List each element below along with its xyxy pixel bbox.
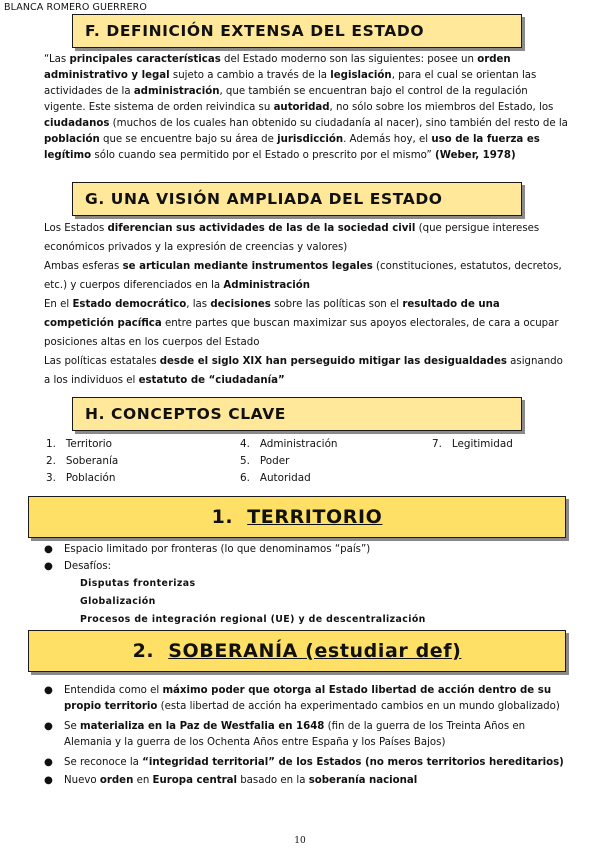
topic-1-number: 1. <box>211 506 234 528</box>
page-number: 10 <box>294 836 306 846</box>
text-run: entre partes que buscan maximizar sus apoyos electorales, de cara a ocupar posiciones altas en los cuerpos del Estado <box>44 318 559 348</box>
bold-run: estatuto de “ciudadanía” <box>138 375 285 386</box>
bold-run: administración <box>133 86 220 97</box>
text-run: Entendida como el <box>64 685 163 696</box>
bold-run: autoridad <box>273 102 330 113</box>
bullet-icon: ● <box>44 544 53 555</box>
bold-run: población <box>44 134 100 145</box>
bullet-icon: ● <box>44 685 53 696</box>
bullet-icon: ● <box>44 561 53 572</box>
section-g-body <box>44 219 572 390</box>
section-f-title: F. DEFINICIÓN EXTENSA DEL ESTADO <box>85 22 425 40</box>
bold-run: orden administrativo y legal <box>44 54 511 81</box>
bold-run: Administración <box>223 280 311 291</box>
challenge-item: Disputas fronterizas <box>80 578 196 589</box>
text-run: (constituciones, estatutos, decretos, etc.) y cuerpos diferenciados en la <box>44 261 562 291</box>
topic-1-bullet <box>44 559 572 575</box>
text-run: , no sólo sobre los miembros del Estado, los <box>329 102 554 113</box>
bold-run: desde el siglo XIX han perseguido mitigar las desigualdades <box>159 356 507 367</box>
text-run: (esta libertad de acción ha experimentado cambios en un mundo globalizado) <box>157 701 560 712</box>
bold-run: materializa en la Paz de Westfalia en 1648 <box>79 721 325 732</box>
topic-2-title: SOBERANÍA (estudiar def) <box>168 640 462 662</box>
topic-2-bullet <box>44 719 572 751</box>
text-run: (que persigue intereses económicos privados y la expresión de creencias y valores) <box>44 223 540 253</box>
topic-2-header <box>28 630 566 672</box>
text-run: , para el cual se orientan las actividades de la <box>44 70 537 97</box>
text-run: Se <box>64 721 80 732</box>
text-run: En el <box>44 299 73 310</box>
text-run: sobre las políticas son el <box>270 299 403 310</box>
g-line-2 <box>44 257 572 295</box>
text-run: (fin de la guerra de los Treinta Años en Alemania y la guerra de los Ochenta Años entre España y los Países Bajos) <box>64 721 526 748</box>
bold-run: soberanía nacional <box>308 775 418 786</box>
concept-item: 4. Administración <box>240 438 338 450</box>
section-f-header <box>72 14 522 48</box>
topic-1-bullet <box>44 542 572 558</box>
g-line-1 <box>44 219 572 257</box>
text-run: que se encuentre bajo su área de <box>99 134 278 145</box>
citation: (Weber, 1978) <box>435 150 516 161</box>
bold-run: uso de la fuerza es legítimo <box>44 134 540 161</box>
bold-run: se articulan mediante instrumentos legales <box>122 261 373 272</box>
section-g-title: G. UNA VISIÓN AMPLIADA DEL ESTADO <box>85 190 443 208</box>
text-run: del Estado moderno son las siguientes: posee un <box>220 54 478 65</box>
bold-run: ciudadanos <box>44 118 110 129</box>
bullet-icon: ● <box>44 757 53 768</box>
bold-run: decisiones <box>210 299 271 310</box>
section-g-header <box>72 182 522 216</box>
text-run: basado en la <box>236 775 309 786</box>
concept-item: 6. Autoridad <box>240 472 311 484</box>
topic-2-bullet <box>44 755 572 771</box>
section-h-title: H. CONCEPTOS CLAVE <box>85 405 286 423</box>
concept-item: 7. Legitimidad <box>432 438 513 450</box>
section-f-paragraph <box>44 52 572 164</box>
topic-2-bullet <box>44 773 572 789</box>
text-run: , las <box>186 299 211 310</box>
g-line-4 <box>44 352 572 390</box>
text-run: . Además hoy, el <box>343 134 432 145</box>
text-run: asignando a los individuos el <box>44 356 563 386</box>
bullet-text: Espacio limitado por fronteras (lo que denominamos “país”) <box>64 544 371 555</box>
g-line-3 <box>44 295 572 352</box>
challenge-item: Globalización <box>80 596 156 607</box>
bold-run: diferencian sus actividades de las de la sociedad civil <box>107 223 416 234</box>
bullet-icon: ● <box>44 775 53 786</box>
author-name: BLANCA ROMERO GUERRERO <box>4 2 147 13</box>
bold-run: resultado de una competición pacífica <box>44 299 500 329</box>
bold-run: orden <box>99 775 134 786</box>
bold-run: jurisdicción <box>277 134 344 145</box>
text-run: Se reconoce la <box>64 757 143 768</box>
concept-item: 5. Poder <box>240 455 290 467</box>
topic-2-number: 2. <box>132 640 155 662</box>
concept-item: 1. Territorio <box>46 438 113 450</box>
text-run: , que también se encuentran bajo el control de la regulación vigente. Este sistema de orden reivindica su <box>44 86 528 113</box>
concept-item: 3. Población <box>46 472 116 484</box>
text-run: Ambas esferas <box>44 261 123 272</box>
concept-item: 2. Soberanía <box>46 455 119 467</box>
text-run: sujeto a cambio a través de la <box>169 70 331 81</box>
text-run: “Las <box>44 54 70 65</box>
bold-run: legislación <box>330 70 392 81</box>
bold-run: “integridad territorial” de los Estados (no meros territorios hereditarios) <box>142 757 564 768</box>
bullet-text: Desafíos: <box>64 561 112 572</box>
topic-1-header <box>28 496 566 538</box>
text-run: (muchos de los cuales han obtenido su ciudadanía al nacer), sino también del resto de la <box>109 118 568 129</box>
bold-run: Estado democrático <box>72 299 187 310</box>
topic-2-bullet <box>44 683 572 715</box>
topic-1-title: TERRITORIO <box>247 506 383 528</box>
text-run: Los Estados <box>44 223 108 234</box>
challenge-item: Procesos de integración regional (UE) y de descentralización <box>80 614 426 625</box>
section-h-header <box>72 397 522 431</box>
text-run: Las políticas estatales <box>44 356 160 367</box>
bold-run: principales características <box>69 54 221 65</box>
text-run: en <box>133 775 153 786</box>
bullet-icon: ● <box>44 721 53 732</box>
text-run: Nuevo <box>64 775 100 786</box>
text-run: sólo cuando sea permitido por el Estado o prescrito por el mismo” <box>91 150 436 161</box>
bold-run: máximo poder que otorga al Estado libertad de acción dentro de su propio territorio <box>64 685 552 712</box>
bold-run: Europa central <box>152 775 237 786</box>
